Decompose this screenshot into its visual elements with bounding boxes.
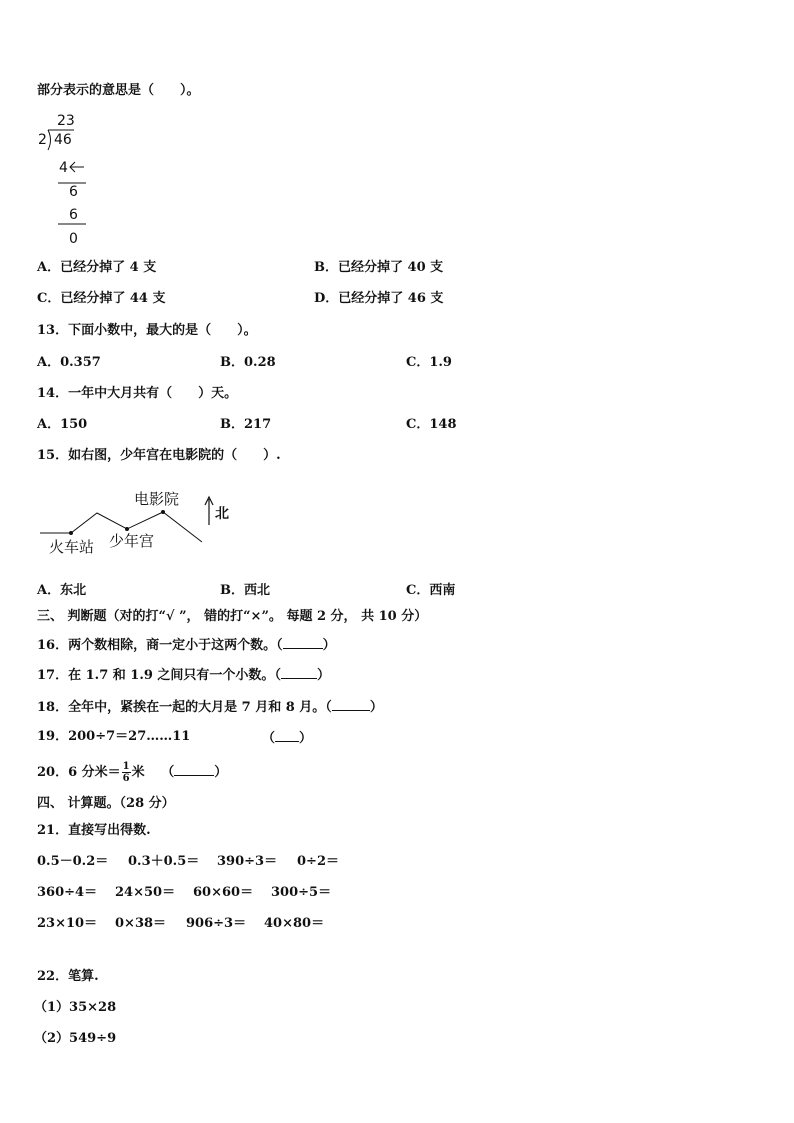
q20-answer-blank[interactable] [174,763,214,776]
q14-stem: 14．一年中大月共有（ ）天。 [37,386,238,401]
q15-option-a[interactable]: A．东北 [37,583,87,598]
division-divisor: 2 [38,132,47,148]
calc-item: 390÷3＝ [217,854,278,869]
question-stem: 部分表示的意思是（ ）。 [37,83,200,98]
division-row1: 4 [59,160,68,176]
cinema-label: 电影院 [134,490,180,508]
option-a[interactable]: A．已经分掉了 4 支 [37,260,157,275]
q16-answer-blank[interactable] [283,636,323,649]
q15-option-c[interactable]: C．西南 [406,583,456,598]
q22-item-2: （2）549÷9 [34,1031,117,1046]
q17-answer-blank[interactable] [281,666,317,679]
q14-option-c[interactable]: C．148 [406,417,457,432]
section-3-title: 三、 判断题（对的打“√ ”， 错的打“×”。 每题 2 分， 共 10 分） [37,609,428,624]
q14-option-b[interactable]: B．217 [220,417,272,432]
direction-map [37,485,237,565]
q14-option-a[interactable]: A．150 [37,417,88,432]
q19-answer-blank[interactable] [275,729,299,742]
q18-answer-blank[interactable] [332,698,370,711]
youth-palace-label: 少年宫 [109,532,155,550]
calc-item: 23×10＝ [37,916,98,931]
q20-fraction: $\frac{1}{6}$ [122,761,130,784]
calc-item: 906÷3＝ [186,916,247,931]
q15-option-b[interactable]: B．西北 [220,583,271,598]
q17-line: 17．在 1.7 和 1.9 之间只有一个小数。（ ） [37,668,330,683]
calc-item: 360÷4＝ [37,885,98,900]
option-b[interactable]: B．已经分掉了 40 支 [314,260,444,275]
q13-option-a[interactable]: A．0.357 [37,355,101,370]
division-row2: 6 [69,184,78,200]
division-dividend: 46 [54,132,72,148]
q16-line: 16．两个数相除，商一定小于这两个数。（ ） [37,638,336,653]
long-division-figure [34,110,104,250]
q22-item-1: （1）35×28 [34,1000,117,1015]
section-4-title: 四、 计算题。（28 分） [37,796,175,811]
calc-item: 0×38＝ [115,916,167,931]
q13-option-b[interactable]: B．0.28 [220,355,276,370]
q19-line: 19．200÷7＝27……11 [37,729,191,744]
calc-item: 24×50＝ [115,885,176,900]
calc-item: 300÷5＝ [271,885,332,900]
q13-option-c[interactable]: C．1.9 [406,355,452,370]
q22-stem: 22．笔算. [37,969,99,984]
option-d[interactable]: D．已经分掉了 46 支 [314,291,444,306]
division-remainder: 0 [69,231,78,247]
q18-line: 18．全年中，紧挨在一起的大月是 7 月和 8 月。（ ） [37,700,383,715]
calc-item: 60×60＝ [193,885,254,900]
calc-item: 0÷2＝ [297,854,339,869]
q20-line: 20．6 分米＝ $\frac{1}{6}$ 米 （ ） [37,761,228,784]
q19-answer: （ ） [262,731,313,746]
calc-item: 0.5－0.2＝ [37,854,109,869]
north-label: 北 [215,506,229,522]
division-row3: 6 [69,207,78,223]
calc-item: 40×80＝ [264,916,325,931]
option-c[interactable]: C．已经分掉了 44 支 [37,291,166,306]
train-station-label: 火车站 [49,538,95,556]
division-quotient: 23 [57,113,75,129]
q13-stem: 13．下面小数中，最大的是（ ）。 [37,323,257,338]
calc-item: 0.3＋0.5＝ [128,854,200,869]
q21-stem: 21．直接写出得数. [37,823,151,838]
q15-stem: 15．如右图，少年宫在电影院的（ ）. [37,448,281,463]
